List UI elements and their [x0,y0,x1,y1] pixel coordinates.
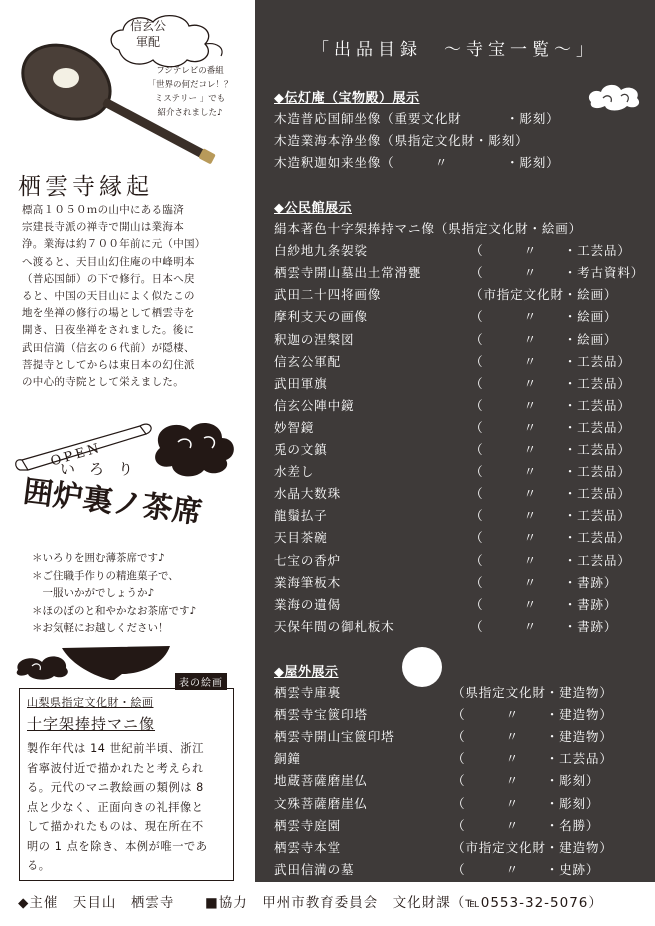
cloud-icon [585,82,645,112]
tv-note-line2: 「世界の何だコレ！？ [147,80,233,90]
item-designation: （ 〃 ・彫刻） [452,795,600,811]
item-designation: （ 〃 ・工芸品） [470,552,631,568]
item-designation: （ 〃 ・工芸品） [470,243,631,259]
item-name: 天保年間の御札板木 [274,618,395,634]
tv-note [130,64,250,120]
cover-desc-line: して描かれたものは、現在所在不 [27,820,204,833]
item-designation: （県指定文化財・建造物） [452,685,613,700]
item-designation: （ 〃 ・絵画） [470,309,618,325]
item-name: 木造普応国師坐像（重要文化財 [274,111,462,126]
item-name: 武田二十四将画像 [274,287,382,303]
item-name: 妙智鏡 [274,419,315,435]
item-name: 天目茶碗 [274,530,328,546]
fan-caption-line1: 信玄公 [129,19,166,33]
item-name: 文殊菩薩磨崖仏 [274,795,368,811]
engi-title: 栖雲寺縁起 [18,174,153,200]
item-name: 木造釈迦如来坐像（ 〃 [274,155,462,171]
item-name: 摩利支天の画像 [274,309,368,325]
item-designation: （ 〃 ・書跡） [470,618,618,634]
tea-ruby: いろり [60,460,148,478]
footer [0,882,655,926]
item-name: 龍鬚払子 [274,508,328,524]
item-designation: （ 〃 ・工芸品） [470,464,631,480]
item-designation: ・彫刻） [506,111,560,126]
item-designation: （市指定文化財・絵画） [470,287,618,303]
item-name: 武田信満の墓 [274,861,355,877]
section-heading: ◆屋外展示 [274,665,339,680]
cover-desc [27,739,226,876]
item-name: 七宝の香炉 [274,552,341,568]
engi-line: 開き、日夜坐禅をされました。後に [22,324,195,337]
section-heading: ◆公民館展示 [274,201,352,216]
item-designation: （ 〃 ・工芸品） [470,375,631,391]
item-name: 信玄公陣中鏡 [274,397,355,413]
tea-bullet: ＊いろりを囲む薄茶席です♪ [32,552,165,564]
cover-name: 十字架捧持マニ像 [27,715,156,733]
item-designation: （ 〃 ・工芸品） [470,397,631,413]
item-name: 業海筆板木 [274,574,341,590]
item-name: 地蔵菩薩磨崖仏 [274,773,368,789]
cover-desc-line: る。元代のマニ教絵画の類例は 8 [27,781,204,794]
cover-designation: 山梨県指定文化財・絵画 [27,696,154,709]
item-name: 武田軍旗 [274,375,328,391]
item-name: 絹本著色十字架捧持マニ像（県指定文化財・絵画） [274,221,583,236]
tv-note-line4: 紹介されました♪ [157,108,223,118]
engi-line: 武田信満（信玄の６代前）が隠棲、 [22,341,195,354]
item-name: 信玄公軍配 [274,353,341,369]
item-designation: （ 〃 ・絵画） [470,331,618,347]
footer-coop: ■協力 甲州市教育委員会 文化財課（℡0553-32-5076） [205,895,603,911]
catalog-panel [255,0,655,882]
item-name: 水差し [274,464,315,480]
item-designation: （ 〃 ・彫刻） [452,773,600,789]
tea-bowl-icon [10,640,180,682]
item-name: 水晶大数珠 [274,486,341,502]
item-name: 栖雲寺本堂 [274,839,341,855]
item-name: 栖雲寺庭園 [274,817,341,833]
moon-icon [402,647,442,687]
tea-bullet: 一服いかがでしょうか♪ [32,587,155,599]
item-name: 釈迦の涅槃図 [274,331,355,347]
item-designation: （ 〃 ・工芸品） [470,353,631,369]
item-designation: （ 〃 ・建造物） [452,729,613,745]
cover-tag: 表の絵画 [175,673,227,690]
tea-title: 囲炉裏ノ茶席 [21,474,205,531]
item-name: 栖雲寺宝篋印塔 [274,707,368,723]
tea-banner [0,408,250,548]
tea-open-label: OPEN [49,440,104,470]
item-name: 栖雲寺開山墓出土常滑甕 [274,265,422,281]
engi-text [22,202,240,391]
engi-line: ると、中国の天目山によく似たこの [22,290,195,303]
engi-line: 浄。業海は約７００年前に元（中国） [22,238,206,251]
item-designation: （ 〃 ・名勝） [452,817,600,833]
cover-desc-line: る。 [27,859,51,872]
cover-desc-line: 製作年代は 14 世紀前半頃、浙江 [27,742,204,755]
tea-bullet: ＊お気軽にお越しください！ [32,622,169,634]
item-designation: （ 〃 ・建造物） [452,707,613,723]
item-designation: （ 〃 ・工芸品） [470,442,631,457]
item-name: 栖雲寺庫裏 [274,685,341,700]
cover-desc-line: 省寧波付近で描かれたと考えられ [27,761,204,775]
tea-bullets [32,550,196,638]
item-designation: （ 〃 ・工芸品） [452,751,613,767]
footer-host: ◆主催 天目山 栖雲寺 [18,895,175,911]
item-designation: （ 〃 ・工芸品） [470,508,631,524]
tv-note-line3: ミステリー 」でも [154,94,226,104]
item-designation: （ 〃 ・工芸品） [470,486,631,502]
cloud-icon [155,423,234,476]
tv-note-line1: フジテレビの番組 [156,66,224,76]
catalog-title: 「出品目録 ～寺宝一覧～」 [312,40,598,60]
item-name: 兎の文鎮 [274,442,328,457]
cover-box [19,688,234,881]
section-heading: ◆伝灯庵（宝物殿）展示 [274,91,420,106]
item-name: 業海の遺偈 [274,596,341,612]
tea-bullet: ＊ご住職手作りの精進菓子で、 [32,569,179,582]
cover-desc-line: 点と少なく、正面向きの礼拝像と [27,800,204,814]
engi-line: の中心的寺院として栄えました。 [22,376,184,389]
engi-line: 菩提寺としてからは東日本の幻住派 [22,358,195,371]
item-name: 銅鐘 [274,751,301,767]
engi-line: へ渡ると、天目山幻住庵の中峰明本 [22,255,195,268]
item-designation: ・彫刻） [506,155,560,171]
fan-caption [118,18,178,50]
item-designation: （ 〃 ・書跡） [470,574,618,590]
engi-line: 地を坐禅の修行の場として栖雲寺を [22,307,195,320]
item-designation: （ 〃 ・書跡） [470,596,618,612]
item-designation: （ 〃 ・考古資料） [470,265,645,281]
item-designation: （ 〃 ・工芸品） [470,419,631,435]
engi-line: （普応国師）の下で修行。日本へ戻 [22,272,195,285]
engi-line: 宗建長寺派の禅寺で開山は業海本 [22,221,184,234]
item-name: 白紗地九条袈裟 [274,243,368,259]
fan-caption-line2: 軍配 [135,35,160,49]
item-name: 木造業海本浄坐像（県指定文化財・彫刻） [274,133,529,149]
item-designation: （ 〃 ・工芸品） [470,530,631,546]
tea-bullet: ＊ほのぼのと和やかなお茶席です♪ [32,604,197,617]
item-name: 栖雲寺開山宝篋印塔 [274,729,395,745]
item-designation: （ 〃 ・史跡） [452,861,600,877]
cover-desc-line: 明の 1 点を除き、本例が唯一であ [27,839,208,853]
item-designation: （市指定文化財・建造物） [452,839,613,855]
engi-line: 標高１０５０ｍの山中にある臨済 [22,204,184,216]
